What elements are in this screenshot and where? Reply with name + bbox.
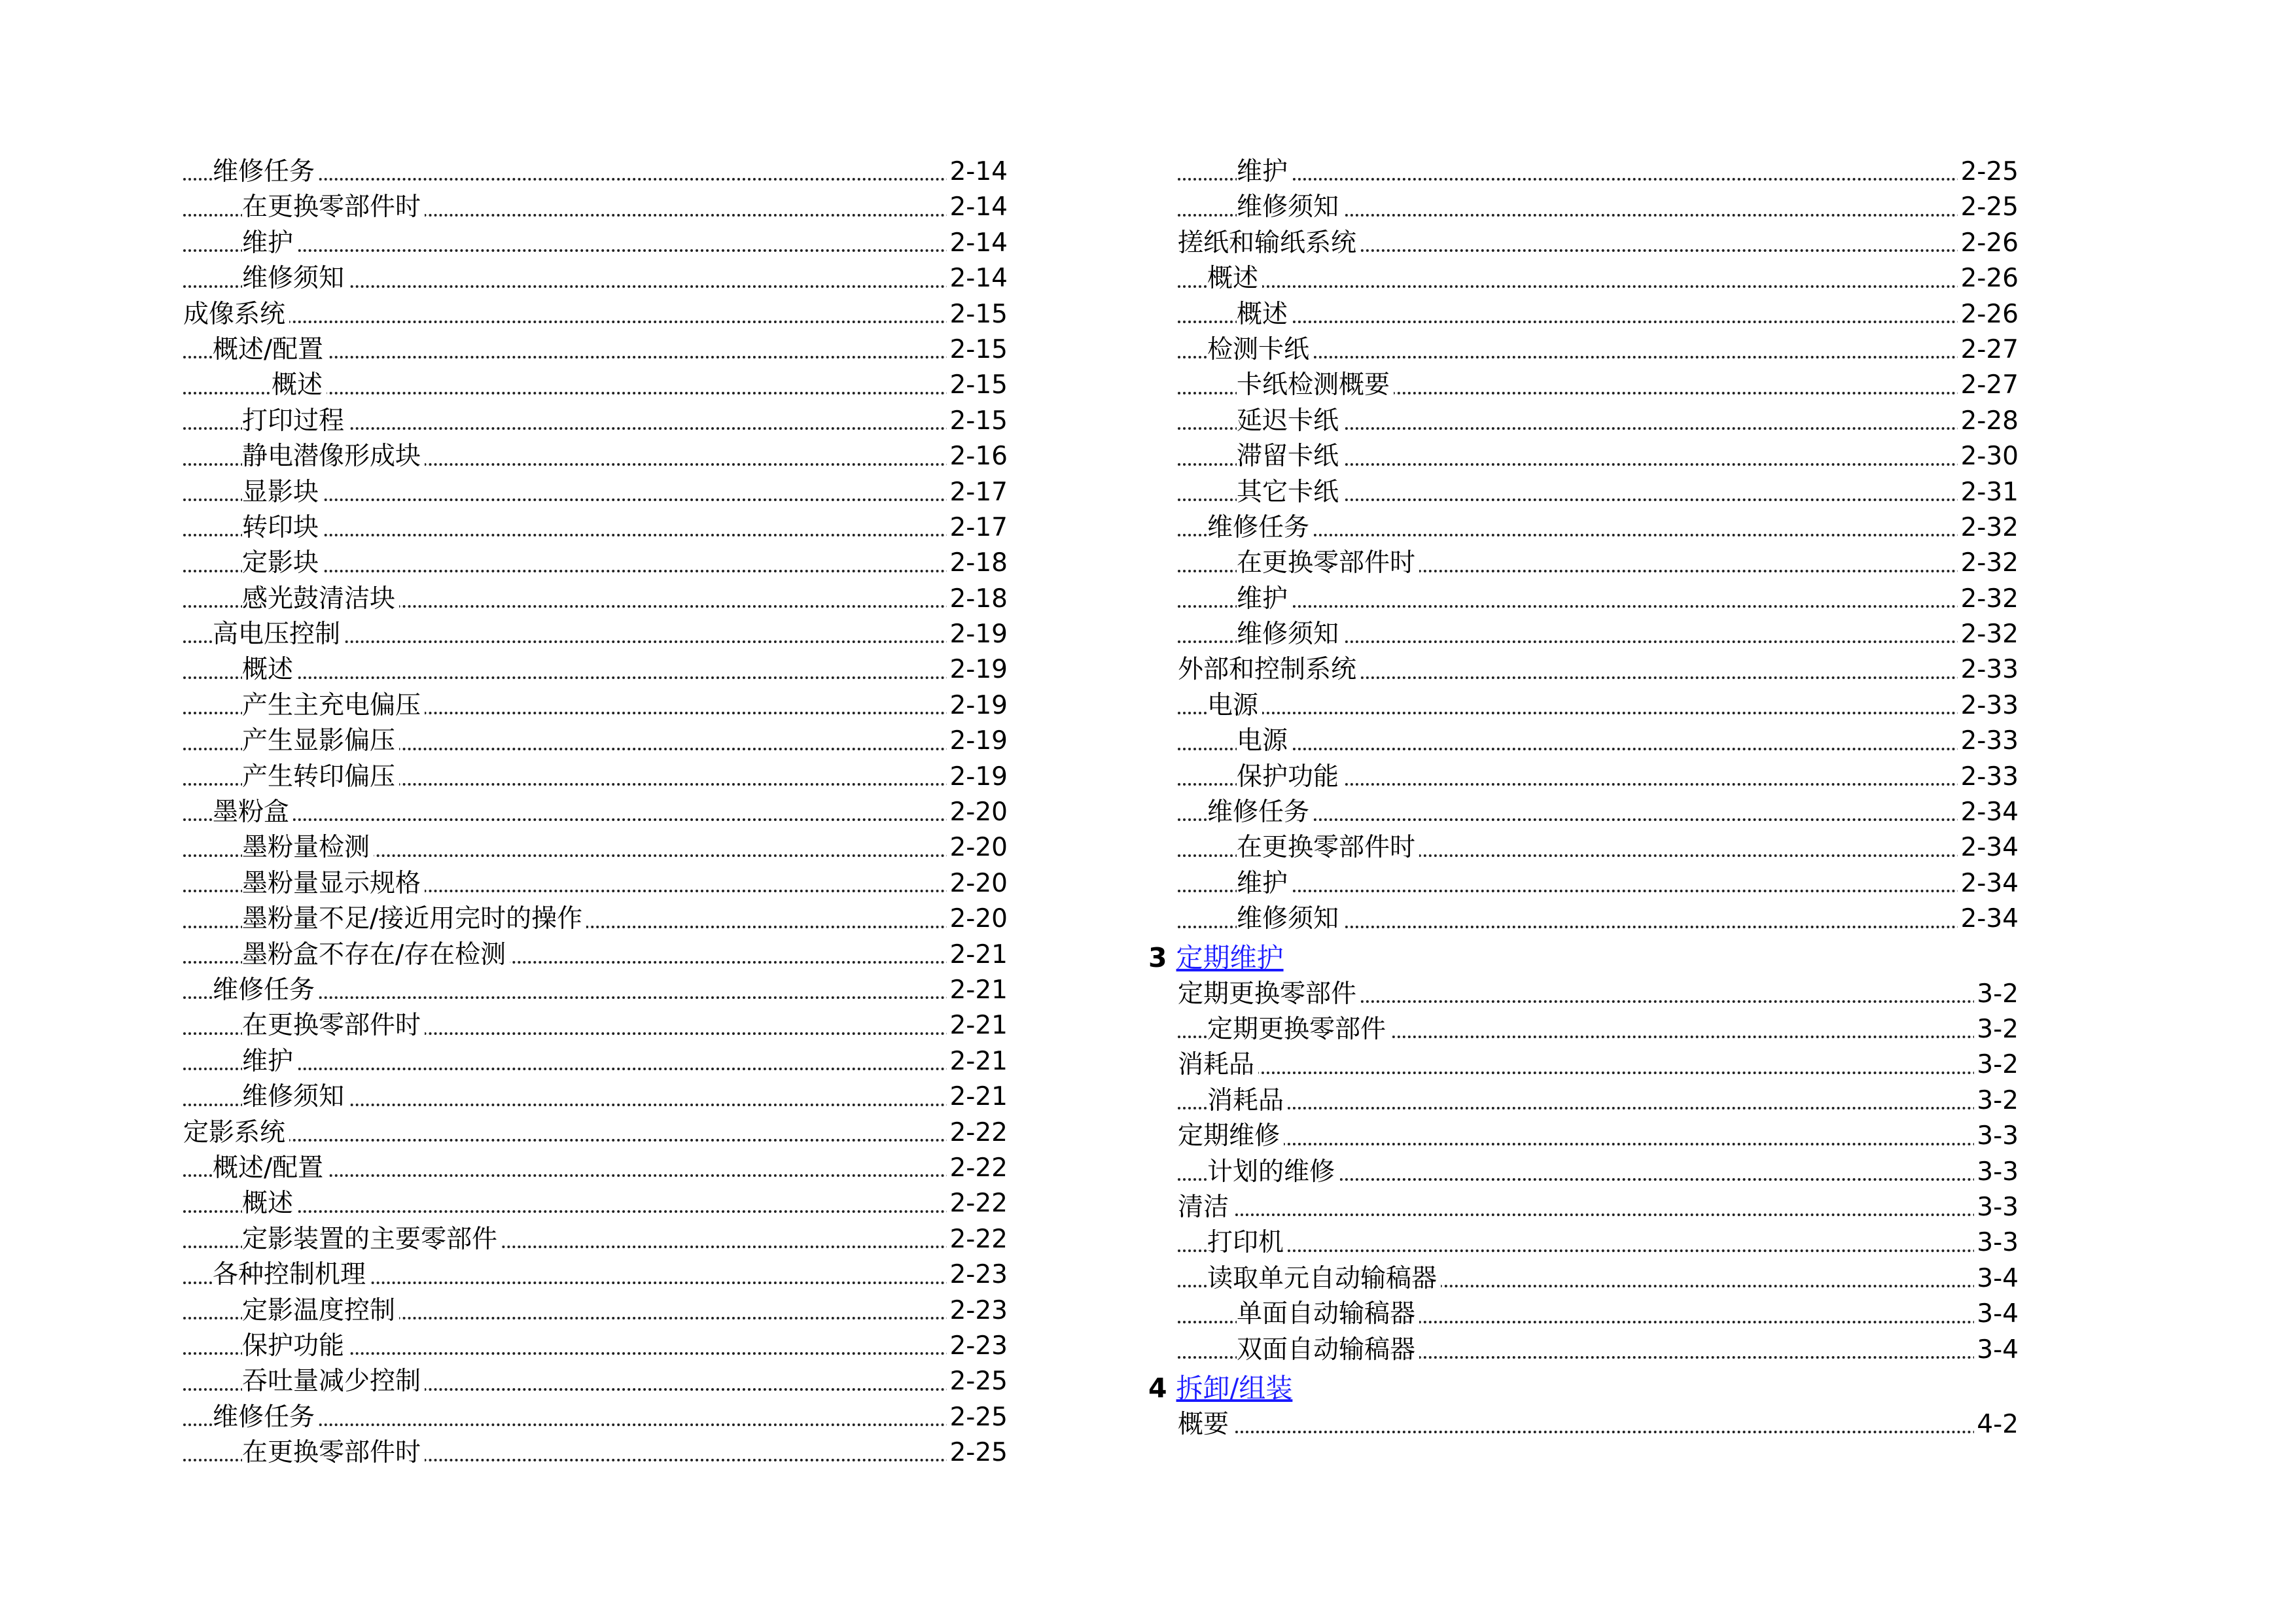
toc-entry-page: 2-14 <box>947 154 1008 190</box>
toc-entry-page: 2-15 <box>947 297 1008 332</box>
toc-entry-page: 2-20 <box>947 866 1008 901</box>
toc-entry-title: 检测卡纸 <box>1207 335 1313 364</box>
toc-entry-page: 2-23 <box>947 1293 1008 1329</box>
toc-entry-title: 概述 <box>1237 300 1292 329</box>
toc-entry-title: 维修须知 <box>242 1082 348 1111</box>
toc-entry-page: 2-28 <box>1958 404 2019 439</box>
toc-entry[interactable] <box>1178 652 2019 688</box>
toc-entry-page: 3-4 <box>1974 1297 2019 1332</box>
toc-entry[interactable] <box>183 404 1008 439</box>
toc-entry-title: 概要 <box>1178 1410 1233 1439</box>
toc-entry-page: 2-15 <box>947 332 1008 368</box>
toc-entry-page: 2-27 <box>1958 332 2019 368</box>
dot-leader <box>1178 1107 2019 1109</box>
toc-entry-title: 维护 <box>1237 157 1292 186</box>
toc-entry[interactable] <box>1178 475 2019 510</box>
toc-entry[interactable] <box>1178 1155 2019 1190</box>
toc-entry[interactable] <box>1178 190 2019 225</box>
toc-entry[interactable] <box>183 759 1008 795</box>
toc-entry[interactable] <box>1178 261 2019 296</box>
toc-entry-title: 滞留卡纸 <box>1237 442 1343 471</box>
toc-entry-title: 墨粉量显示规格 <box>242 869 425 898</box>
toc-entry-page: 2-33 <box>1958 759 2019 795</box>
toc-entry-page: 2-34 <box>1958 830 2019 865</box>
toc-entry-title: 显影块 <box>242 478 323 507</box>
toc-entry-page: 2-34 <box>1958 866 2019 901</box>
toc-left-column <box>183 154 1008 1471</box>
toc-entry-page: 3-2 <box>1974 1012 2019 1047</box>
toc-entry-title: 维修须知 <box>1237 192 1343 222</box>
toc-entry-page: 2-18 <box>947 546 1008 581</box>
toc-entry-page: 2-20 <box>947 795 1008 830</box>
toc-entry[interactable] <box>183 261 1008 296</box>
toc-entry-title: 在更换零部件时 <box>1237 833 1419 862</box>
toc-entry[interactable] <box>1178 1190 2019 1225</box>
toc-entry[interactable] <box>1178 901 2019 937</box>
chapter-number: 3 <box>1148 941 1167 973</box>
toc-entry-title: 清洁 <box>1178 1193 1233 1222</box>
toc-entry-page: 2-14 <box>947 190 1008 225</box>
dot-leader <box>1178 605 2019 608</box>
chapter-heading <box>1148 1368 2019 1407</box>
toc-entry[interactable] <box>183 332 1008 368</box>
toc-entry[interactable] <box>183 1435 1008 1471</box>
toc-entry-title: 打印过程 <box>242 406 348 436</box>
toc-entry-page: 2-15 <box>947 404 1008 439</box>
dot-leader <box>1178 712 2019 714</box>
toc-entry[interactable] <box>1178 546 2019 581</box>
toc-entry-page: 2-34 <box>1958 795 2019 830</box>
toc-entry[interactable] <box>183 510 1008 546</box>
toc-entry-title: 墨粉盒 <box>213 797 293 827</box>
toc-entry-page: 2-16 <box>947 439 1008 474</box>
toc-entry[interactable] <box>183 1257 1008 1293</box>
toc-entry[interactable] <box>1178 510 2019 546</box>
toc-entry-title: 维修任务 <box>1207 797 1313 827</box>
toc-entry-page: 2-23 <box>947 1257 1008 1293</box>
toc-entry-title: 维护 <box>242 1047 297 1076</box>
toc-entry-page: 2-19 <box>947 688 1008 724</box>
toc-entry-title: 在更换零部件时 <box>242 192 425 222</box>
dot-leader <box>183 249 1008 252</box>
toc-right-column <box>1148 154 2019 1442</box>
toc-entry-page: 4-2 <box>1974 1407 2019 1442</box>
toc-entry-page: 3-3 <box>1974 1155 2019 1190</box>
toc-entry-title: 其它卡纸 <box>1237 478 1343 507</box>
toc-entry-page: 2-25 <box>1958 190 2019 225</box>
toc-entry-title: 概述 <box>242 655 297 684</box>
toc-entry[interactable] <box>1178 1261 2019 1297</box>
chapter-title-link[interactable]: 定期维护 <box>1176 941 1284 973</box>
toc-entry-title: 产生主充电偏压 <box>242 691 425 720</box>
toc-entry-page: 2-33 <box>1958 724 2019 759</box>
toc-entry-page: 2-22 <box>947 1222 1008 1257</box>
toc-entry-title: 维护 <box>1237 869 1292 898</box>
toc-entry-page: 2-26 <box>1958 261 2019 296</box>
toc-entry-title: 墨粉量不足/接近用完时的操作 <box>242 904 586 934</box>
dot-leader <box>183 676 1008 679</box>
toc-entry-page: 2-32 <box>1958 510 2019 546</box>
toc-entry[interactable] <box>1178 404 2019 439</box>
toc-entry[interactable] <box>1178 226 2019 261</box>
toc-entry-title: 电源 <box>1237 726 1292 756</box>
toc-entry-title: 定期维修 <box>1178 1121 1284 1151</box>
toc-entry-page: 2-15 <box>947 368 1008 403</box>
toc-entry-page: 3-2 <box>1974 1083 2019 1119</box>
chapter-heading <box>1148 937 2019 977</box>
toc-entry[interactable] <box>183 1222 1008 1257</box>
toc-entry-page: 2-19 <box>947 724 1008 759</box>
toc-entry-title: 维修须知 <box>242 264 348 293</box>
toc-entry-page: 2-19 <box>947 617 1008 652</box>
toc-entry[interactable] <box>183 1329 1008 1364</box>
toc-entry-page: 2-22 <box>947 1151 1008 1186</box>
toc-entry-title: 维修任务 <box>213 1403 319 1432</box>
toc-entry-title: 消耗品 <box>1178 1050 1258 1079</box>
toc-entry[interactable] <box>1178 332 2019 368</box>
toc-entry-page: 2-33 <box>1958 688 2019 724</box>
toc-entry[interactable] <box>183 582 1008 617</box>
toc-entry-page: 3-4 <box>1974 1333 2019 1368</box>
toc-entry-title: 维修任务 <box>1207 513 1313 542</box>
toc-entry[interactable] <box>1178 1083 2019 1119</box>
toc-entry-page: 2-32 <box>1958 582 2019 617</box>
toc-entry-page: 3-4 <box>1974 1261 2019 1297</box>
toc-entry-page: 2-32 <box>1958 617 2019 652</box>
toc-entry-page: 2-27 <box>1958 368 2019 403</box>
toc-entry[interactable] <box>183 546 1008 581</box>
toc-entry[interactable] <box>1178 866 2019 901</box>
toc-entry-title: 在更换零部件时 <box>242 1438 425 1467</box>
toc-entry-page: 3-3 <box>1974 1190 2019 1225</box>
toc-entry[interactable] <box>183 901 1008 937</box>
toc-entry[interactable] <box>1178 759 2019 795</box>
toc-entry-title: 概述/配置 <box>213 1153 327 1183</box>
toc-entry[interactable] <box>183 866 1008 901</box>
toc-entry[interactable] <box>183 475 1008 510</box>
toc-entry[interactable] <box>1178 439 2019 474</box>
toc-entry[interactable] <box>1178 724 2019 759</box>
toc-entry[interactable] <box>183 368 1008 403</box>
toc-entry[interactable] <box>183 190 1008 225</box>
toc-entry-page: 2-25 <box>947 1400 1008 1435</box>
toc-entry-page: 2-20 <box>947 901 1008 937</box>
toc-entry-page: 2-14 <box>947 226 1008 261</box>
toc-entry-title: 高电压控制 <box>213 620 344 649</box>
toc-entry[interactable] <box>183 724 1008 759</box>
toc-entry[interactable] <box>183 439 1008 474</box>
toc-entry-title: 概述/配置 <box>213 335 327 364</box>
toc-entry-title: 保护功能 <box>242 1331 348 1361</box>
toc-entry[interactable] <box>183 1044 1008 1079</box>
toc-entry-title: 延迟卡纸 <box>1237 406 1343 436</box>
toc-entry-page: 2-20 <box>947 830 1008 865</box>
toc-entry[interactable] <box>183 1400 1008 1435</box>
toc-entry-page: 2-26 <box>1958 297 2019 332</box>
toc-entry-page: 2-32 <box>1958 546 2019 581</box>
toc-entry[interactable] <box>183 154 1008 190</box>
toc-entry-page: 2-31 <box>1958 475 2019 510</box>
toc-entry-page: 2-14 <box>947 261 1008 296</box>
dot-leader <box>1178 1072 2019 1074</box>
toc-entry[interactable] <box>1178 582 2019 617</box>
toc-entry[interactable] <box>1178 1297 2019 1332</box>
toc-entry-title: 读取单元自动输稿器 <box>1207 1264 1441 1293</box>
toc-entry-title: 消耗品 <box>1207 1086 1288 1115</box>
toc-entry[interactable] <box>183 795 1008 830</box>
toc-entry[interactable] <box>1178 617 2019 652</box>
toc-entry-page: 2-25 <box>947 1364 1008 1399</box>
toc-entry[interactable] <box>1178 154 2019 190</box>
toc-entry[interactable] <box>183 1079 1008 1115</box>
toc-entry[interactable] <box>1178 1333 2019 1368</box>
toc-entry-page: 2-22 <box>947 1186 1008 1221</box>
dot-leader <box>1178 321 2019 323</box>
toc-entry[interactable] <box>1178 1225 2019 1261</box>
toc-entry-page: 3-2 <box>1974 1047 2019 1083</box>
toc-entry-title: 卡纸检测概要 <box>1237 370 1394 400</box>
toc-entry-title: 吞吐量减少控制 <box>242 1367 425 1396</box>
toc-entry-page: 2-34 <box>1958 901 2019 937</box>
toc-entry[interactable] <box>183 1293 1008 1329</box>
toc-entry-page: 2-25 <box>1958 154 2019 190</box>
toc-entry-title: 搓纸和输纸系统 <box>1178 228 1360 258</box>
toc-entry-page: 2-21 <box>947 1079 1008 1115</box>
toc-entry-title: 双面自动输稿器 <box>1237 1335 1419 1365</box>
dot-leader <box>1178 285 2019 288</box>
toc-entry[interactable] <box>183 1186 1008 1221</box>
toc-entry[interactable] <box>1178 1119 2019 1154</box>
toc-entry-title: 外部和控制系统 <box>1178 655 1360 684</box>
toc-entry-page: 2-17 <box>947 510 1008 546</box>
toc-entry-page: 2-21 <box>947 973 1008 1008</box>
toc-entry[interactable] <box>1178 1407 2019 1442</box>
toc-entry-title: 定影温度控制 <box>242 1296 399 1325</box>
toc-entry-page: 2-18 <box>947 582 1008 617</box>
toc-entry-title: 定期更换零部件 <box>1207 1015 1390 1044</box>
toc-entry[interactable] <box>183 688 1008 724</box>
dot-leader <box>183 818 1008 821</box>
toc-entry-title: 电源 <box>1207 691 1262 720</box>
toc-entry[interactable] <box>183 937 1008 973</box>
toc-entry-title: 维修须知 <box>1237 904 1343 934</box>
toc-entry-title: 定影装置的主要零部件 <box>242 1225 501 1254</box>
toc-entry[interactable] <box>1178 368 2019 403</box>
toc-entry[interactable] <box>1178 977 2019 1012</box>
toc-entry[interactable] <box>1178 1012 2019 1047</box>
toc-entry[interactable] <box>183 1008 1008 1043</box>
dot-leader <box>183 1139 1008 1142</box>
toc-entry-page: 2-23 <box>947 1329 1008 1364</box>
toc-entry-title: 计划的维修 <box>1207 1157 1339 1187</box>
toc-entry[interactable] <box>183 1115 1008 1151</box>
dot-leader <box>183 321 1008 323</box>
dot-leader <box>1178 1431 2019 1433</box>
toc-entry[interactable] <box>183 830 1008 865</box>
toc-entry-title: 成像系统 <box>183 300 289 329</box>
toc-entry-title: 维修任务 <box>213 975 319 1005</box>
toc-entry[interactable] <box>183 617 1008 652</box>
toc-entry-page: 2-33 <box>1958 652 2019 688</box>
toc-entry[interactable] <box>183 1364 1008 1399</box>
toc-entry-page: 2-21 <box>947 1008 1008 1043</box>
dot-leader <box>1178 178 2019 181</box>
toc-entry-title: 转印块 <box>242 513 323 542</box>
dot-leader <box>1178 1213 2019 1216</box>
dot-leader <box>1178 1249 2019 1252</box>
toc-entry-page: 3-3 <box>1974 1225 2019 1261</box>
toc-entry-title: 维护 <box>1237 584 1292 614</box>
dot-leader <box>1178 1143 2019 1145</box>
toc-entry-title: 在更换零部件时 <box>242 1011 425 1040</box>
toc-entry-title: 感光鼓清洁块 <box>242 584 399 614</box>
toc-entry-title: 保护功能 <box>1237 762 1343 792</box>
toc-entry-title: 在更换零部件时 <box>1237 548 1419 578</box>
toc-entry-title: 定期更换零部件 <box>1178 979 1360 1009</box>
dot-leader <box>1178 748 2019 750</box>
toc-entry-page: 2-17 <box>947 475 1008 510</box>
toc-entry-page: 2-19 <box>947 759 1008 795</box>
toc-entry-page: 2-21 <box>947 1044 1008 1079</box>
toc-entry-title: 定影块 <box>242 548 323 578</box>
dot-leader <box>183 1068 1008 1070</box>
toc-entry-title: 维修任务 <box>213 157 319 186</box>
toc-entry-page: 2-30 <box>1958 439 2019 474</box>
toc-entry[interactable] <box>1178 688 2019 724</box>
toc-entry-page: 2-26 <box>1958 226 2019 261</box>
toc-entry-title: 概述 <box>272 370 327 400</box>
dot-leader <box>1178 890 2019 892</box>
toc-entry[interactable] <box>183 1151 1008 1186</box>
toc-entry-page: 3-3 <box>1974 1119 2019 1154</box>
toc-entry-title: 概述 <box>1207 264 1262 293</box>
dot-leader <box>183 1210 1008 1213</box>
toc-entry[interactable] <box>1178 830 2019 865</box>
toc-entry-title: 墨粉量检测 <box>242 833 374 862</box>
toc-entry[interactable] <box>183 297 1008 332</box>
toc-entry-title: 维护 <box>242 228 297 258</box>
toc-entry-title: 单面自动输稿器 <box>1237 1299 1419 1329</box>
toc-entry[interactable] <box>1178 795 2019 830</box>
toc-entry-title: 墨粉盒不存在/存在检测 <box>242 940 510 969</box>
toc-entry-page: 2-19 <box>947 652 1008 688</box>
toc-entry-page: 2-22 <box>947 1115 1008 1151</box>
toc-entry-page: 2-25 <box>947 1435 1008 1471</box>
chapter-number: 4 <box>1148 1372 1167 1404</box>
toc-entry[interactable] <box>1178 1047 2019 1083</box>
toc-entry[interactable] <box>183 226 1008 261</box>
toc-entry-title: 概述 <box>242 1189 297 1218</box>
toc-entry[interactable] <box>1178 297 2019 332</box>
toc-entry-title: 静电潜像形成块 <box>242 442 425 471</box>
toc-entry[interactable] <box>183 973 1008 1008</box>
toc-entry-title: 各种控制机理 <box>213 1260 370 1289</box>
toc-entry-title: 打印机 <box>1207 1228 1288 1257</box>
toc-entry-title: 定影系统 <box>183 1118 289 1147</box>
toc-entry[interactable] <box>183 652 1008 688</box>
toc-entry-page: 3-2 <box>1974 977 2019 1012</box>
toc-entry-title: 产生转印偏压 <box>242 762 399 792</box>
toc-entry-title: 维修须知 <box>1237 620 1343 649</box>
toc-entry-title: 产生显影偏压 <box>242 726 399 756</box>
toc-entry-page: 2-21 <box>947 937 1008 973</box>
chapter-title-link[interactable]: 拆卸/组装 <box>1176 1372 1293 1404</box>
